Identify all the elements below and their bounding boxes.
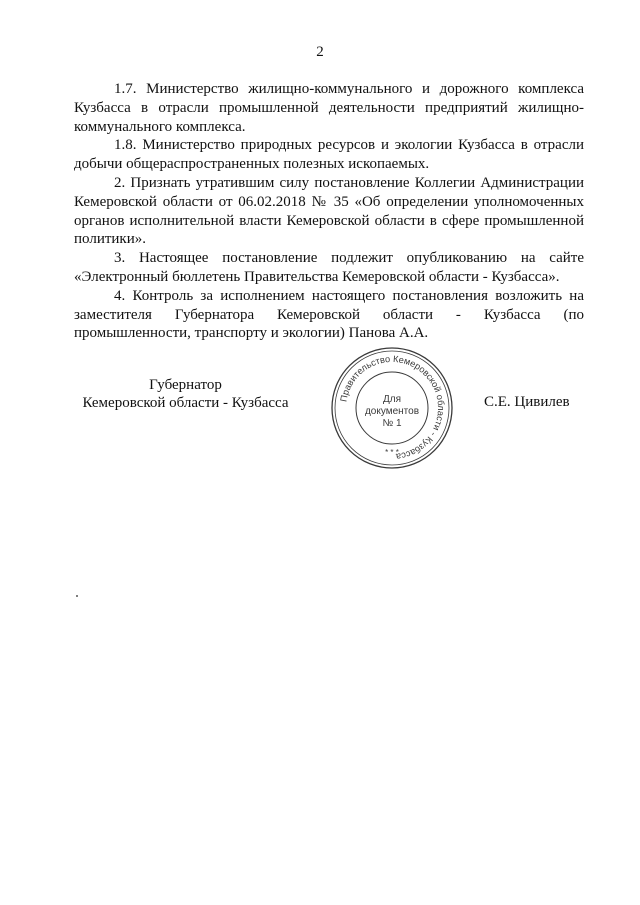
paragraph-1-8: 1.8. Министерство природных ресурсов и экологии Кузбасса в отрасли добычи общераспространенных полезных ископаемых. [74, 137, 584, 173]
stamp-center-line-1: Для [382, 394, 402, 405]
paragraph-3: 3. Настоящее постановление подлежит опубликованию на сайте «Электронный бюллетень Правительства Кемеровской области - Кузбасса». [74, 250, 584, 285]
document-body [74, 80, 584, 343]
scan-speck [76, 595, 78, 597]
stamp-ring-text: Правительство Кемеровской области - Кузбасса [338, 353, 447, 462]
signature-block [0, 340, 640, 490]
stamp-stars: * * * [385, 448, 399, 457]
stamp-center-line-2: документов [364, 406, 420, 417]
paragraph-4: 4. Контроль за исполнением настоящего постановления возложить на заместителя Губернатора Кемеровской области - Кузбасса (по промышленности, транспорту и экологии) Панова А.А. [74, 287, 584, 342]
paragraph-2: 2. Признать утратившим силу постановление Коллегии Администрации Кемеровской области от 06.02.2018 № 35 «Об определении уполномоченных органов исполнительной власти Кемеровской области в сфере промышленной политики». [74, 174, 584, 248]
signer-name: С.Е. Цивилев [484, 394, 570, 410]
stamp-seal-icon [328, 344, 456, 472]
signer-title [78, 376, 293, 412]
signer-title-line-2: Кемеровской области - Кузбасса [82, 395, 289, 411]
paragraph-1-7: 1.7. Министерство жилищно-коммунального и дорожного комплекса Кузбасса в отрасли промышленной деятельности предприятий жилищно-коммунального комплекса. [74, 81, 584, 135]
stamp-center-line-3: № 1 [382, 418, 402, 429]
page-number: 2 [316, 44, 324, 60]
signer-title-line-1: Губернатор [149, 377, 222, 393]
official-stamp [328, 344, 456, 472]
